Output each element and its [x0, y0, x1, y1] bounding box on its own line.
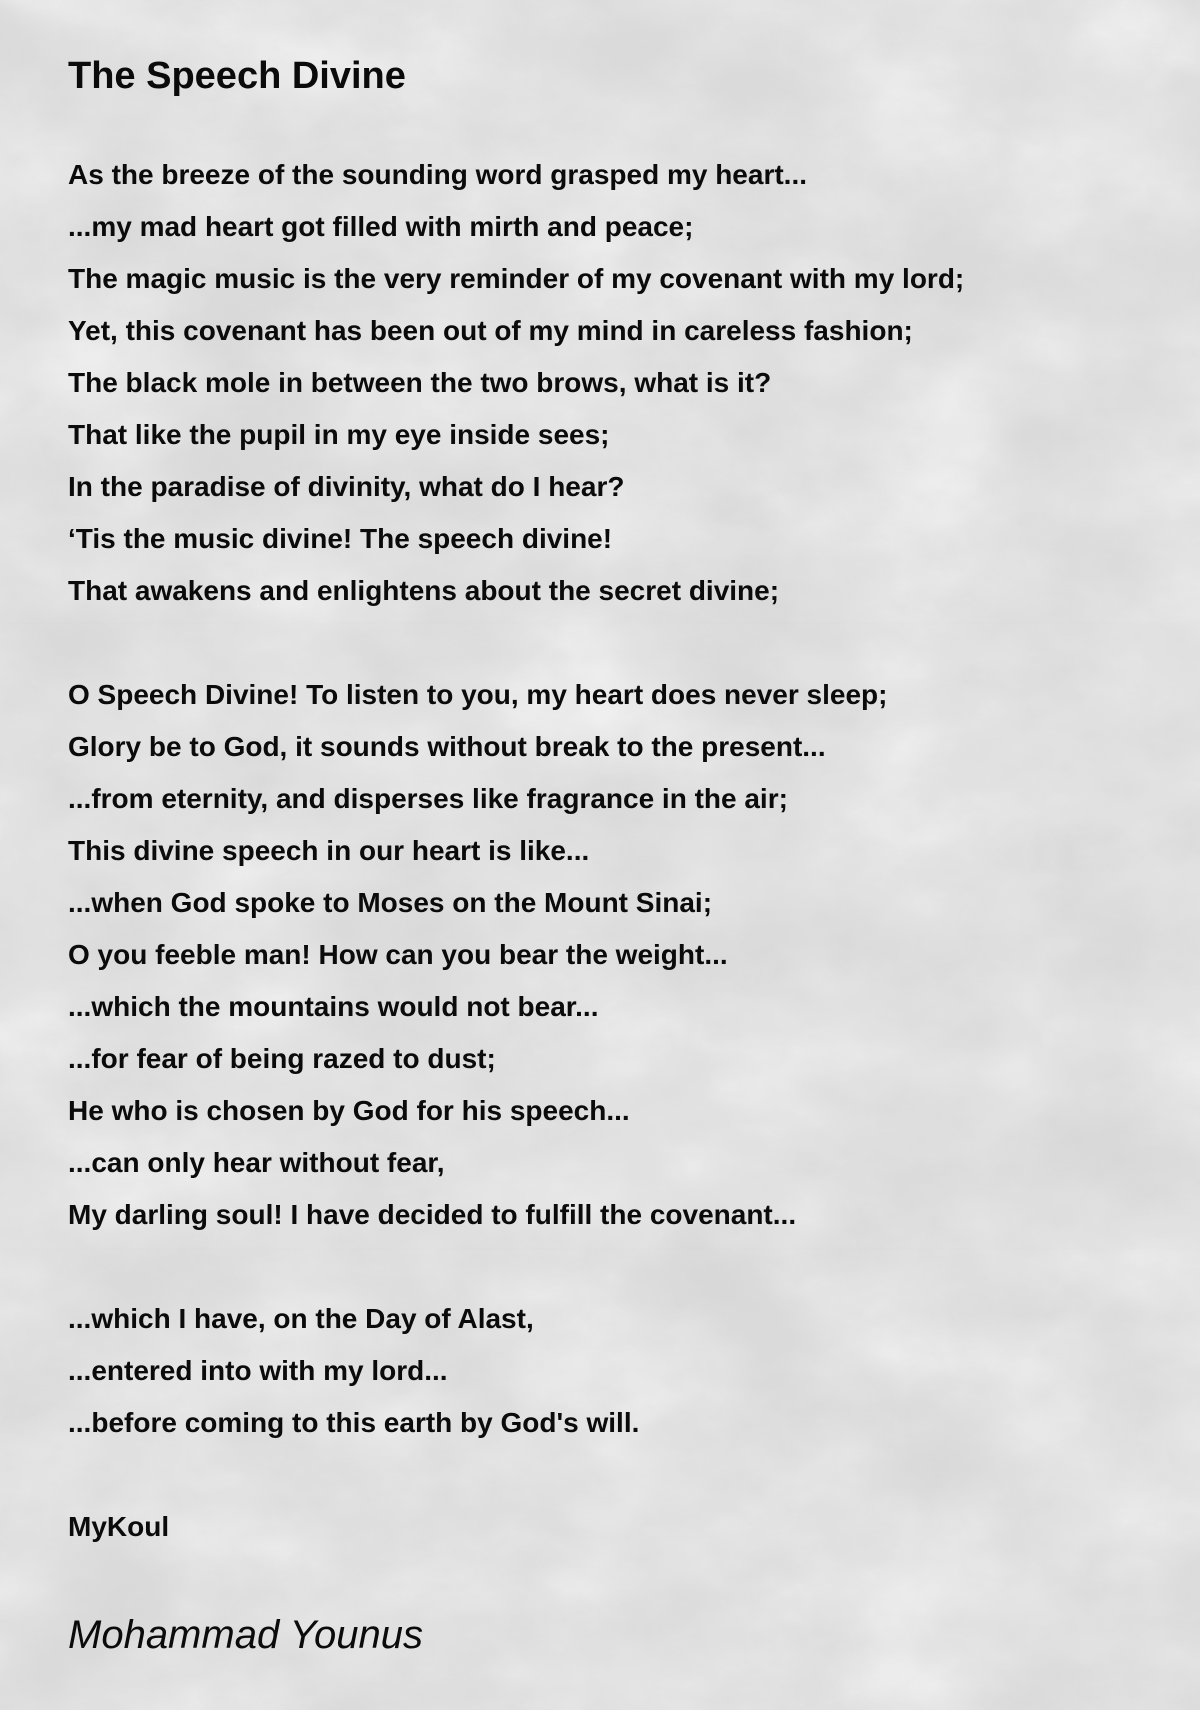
poem-line: In the paradise of divinity, what do I hear? [68, 471, 625, 502]
poem-line: ...when God spoke to Moses on the Mount Sinai; [68, 887, 713, 918]
poem-line: That like the pupil in my eye inside sees; [68, 419, 610, 450]
poem-line: As the breeze of the sounding word grasped my heart... [68, 159, 808, 190]
poem-title: The Speech Divine [68, 55, 406, 97]
poem-author: Mohammad Younus [68, 1613, 424, 1657]
poem-signature: MyKoul [68, 1511, 170, 1542]
poem-line: O Speech Divine! To listen to you, my heart does never sleep; [68, 679, 888, 710]
poem-line: The magic music is the very reminder of my covenant with my lord; [68, 263, 965, 294]
poem-line: ‘Tis the music divine! The speech divine! [68, 523, 613, 554]
poem-line: He who is chosen by God for his speech... [68, 1095, 630, 1126]
poem-line: ...before coming to this earth by God's will. [68, 1407, 640, 1438]
poem-line: Glory be to God, it sounds without break to the present... [68, 731, 826, 762]
poem-line: ...entered into with my lord... [68, 1355, 448, 1386]
poem-line: Yet, this covenant has been out of my mind in careless fashion; [68, 315, 913, 346]
stanza-3 [68, 1293, 639, 1449]
poem-line: My darling soul! I have decided to fulfill the covenant... [68, 1199, 797, 1230]
poem-line: ...which the mountains would not bear... [68, 991, 599, 1022]
poem-line: ...for fear of being razed to dust; [68, 1043, 496, 1074]
poem-line: ...from eternity, and disperses like fragrance in the air; [68, 783, 788, 814]
poem-line: ...my mad heart got filled with mirth and peace; [68, 211, 694, 242]
poem-line: O you feeble man! How can you bear the weight... [68, 939, 728, 970]
poem-line: ...can only hear without fear, [68, 1147, 445, 1178]
poem-line: ...which I have, on the Day of Alast, [68, 1303, 534, 1334]
poem-line: That awakens and enlightens about the secret divine; [68, 575, 780, 606]
poem-line: The black mole in between the two brows, what is it? [68, 367, 772, 398]
stanza-1 [68, 149, 964, 617]
stanza-2 [68, 669, 887, 1241]
poem-line: This divine speech in our heart is like... [68, 835, 590, 866]
